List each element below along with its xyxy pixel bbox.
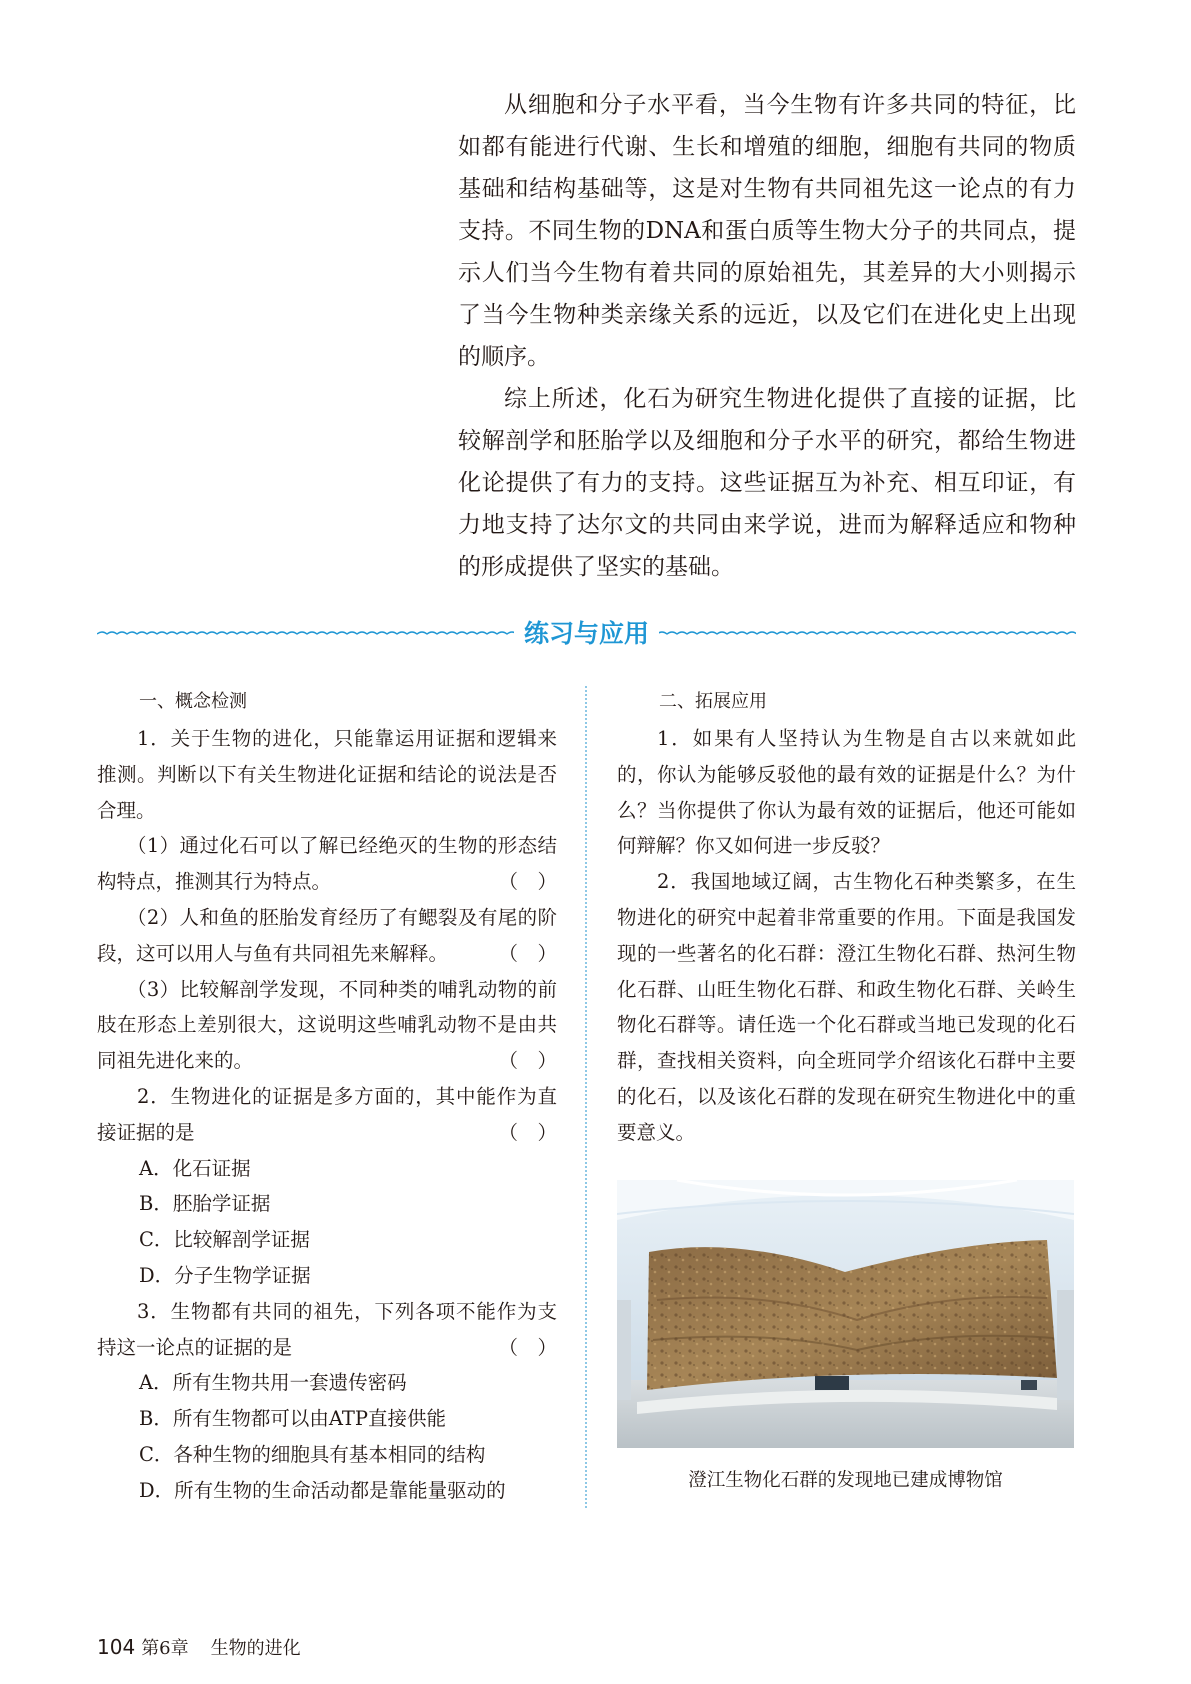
answer-paren: （ ） bbox=[498, 1049, 557, 1073]
question-1-2: （2）人和鱼的胚胎发育经历了有鳃裂及有尾的阶段，这可以用人与鱼有共同祖先来解释。 （ ） bbox=[97, 900, 557, 972]
answer-paren: （ ） bbox=[498, 941, 557, 965]
extended-application-column bbox=[617, 684, 1076, 1151]
question-2-option-d: D．分子生物学证据 bbox=[139, 1263, 311, 1287]
intro-paragraph-2: 综上所述，化石为研究生物进化提供了直接的证据，比较解剖学和胚胎学以及细胞和分子水平的研究，都给生物进化论提供了有力的支持。这些证据互为补充、相互印证，有力地支持了达尔文的共同由来学说，进而为解释适应和物种的形成提供了坚实的基础。 bbox=[458, 386, 1076, 580]
intro-paragraph-1: 从细胞和分子水平看，当今生物有许多共同的特征，比如都有能进行代谢、生长和增殖的细胞，细胞有共同的物质基础和结构基础等，这是对生物有共同祖先这一论点的有力支持。不同生物的DNA和蛋白质等生物大分子的共同点，提示人们当今生物有着共同的原始祖先，其差异的大小则揭示了当今生物种类亲缘关系的远近，以及它们在进化史上出现的顺序。 bbox=[458, 92, 1076, 370]
page-footer bbox=[97, 1635, 301, 1661]
question-2-option-a: A．化石证据 bbox=[139, 1156, 251, 1180]
fossil-wall-image-icon bbox=[617, 1180, 1074, 1448]
question-3-option-b: B．所有生物都可以由ATP直接供能 bbox=[139, 1407, 446, 1431]
extended-question-2: 2．我国地域辽阔，古生物化石种类繁多，在生物进化的研究中起着非常重要的作用。下面是我国发现的一些著名的化石群：澄江生物化石群、热河生物化石群、山旺生物化石群、和政生物化石群、关岭生物化石群等。请任选一个化石群或当地已发现的化石群，查找相关资料，向全班同学介绍该化石群中主要的化石，以及该化石群的发现在研究生物进化中的重要意义。 bbox=[617, 870, 1076, 1144]
chapter-title: 生物的进化 bbox=[210, 1638, 301, 1659]
question-1-1: （1）通过化石可以了解已经绝灭的生物的形态结构特点，推测其行为特点。 （ ） bbox=[97, 828, 557, 900]
extended-application-heading: 二、拓展应用 bbox=[659, 691, 767, 712]
question-3-option-d: D．所有生物的生命活动都是靠能量驱动的 bbox=[139, 1478, 506, 1502]
photo-caption: 澄江生物化石群的发现地已建成博物馆 bbox=[688, 1470, 1003, 1491]
question-3-option-a: A．所有生物共用一套遗传密码 bbox=[139, 1371, 407, 1395]
intro-text bbox=[458, 84, 1076, 588]
extended-question-1: 1．如果有人坚持认为生物是自古以来就如此的，你认为能够反驳他的最有效的证据是什么？为什么？当你提供了你认为最有效的证据后，他还可能如何辩解？你又如何进一步反驳？ bbox=[617, 727, 1076, 858]
section-title: 练习与应用 bbox=[514, 619, 659, 648]
answer-paren: （ ） bbox=[498, 870, 557, 894]
concept-check-column bbox=[97, 684, 557, 1509]
question-1-3: （3）比较解剖学发现，不同种类的哺乳动物的前肢在形态上差别很大，这说明这些哺乳动物不是由共同祖先进化来的。 （ ） bbox=[97, 972, 557, 1079]
answer-paren: （ ） bbox=[498, 1335, 557, 1359]
chapter-label: 第6章 bbox=[141, 1638, 189, 1659]
museum-photo bbox=[617, 1180, 1074, 1448]
section-header bbox=[97, 614, 1076, 654]
question-1: 1．关于生物的进化，只能靠运用证据和逻辑来推测。判断以下有关生物进化证据和结论的说法是否合理。 bbox=[97, 727, 557, 822]
question-2-option-c: C．比较解剖学证据 bbox=[139, 1228, 310, 1252]
question-2-option-b: B．胚胎学证据 bbox=[139, 1192, 271, 1216]
page-number: 104 bbox=[97, 1635, 136, 1659]
column-divider bbox=[585, 686, 587, 1508]
answer-paren: （ ） bbox=[498, 1120, 557, 1144]
question-3-option-c: C．各种生物的细胞具有基本相同的结构 bbox=[139, 1442, 486, 1466]
concept-check-heading: 一、概念检测 bbox=[139, 691, 247, 712]
question-2: 2．生物进化的证据是多方面的，其中能作为直接证据的是 （ ） bbox=[97, 1079, 557, 1151]
question-3: 3．生物都有共同的祖先，下列各项不能作为支持这一论点的证据的是 （ ） bbox=[97, 1294, 557, 1366]
